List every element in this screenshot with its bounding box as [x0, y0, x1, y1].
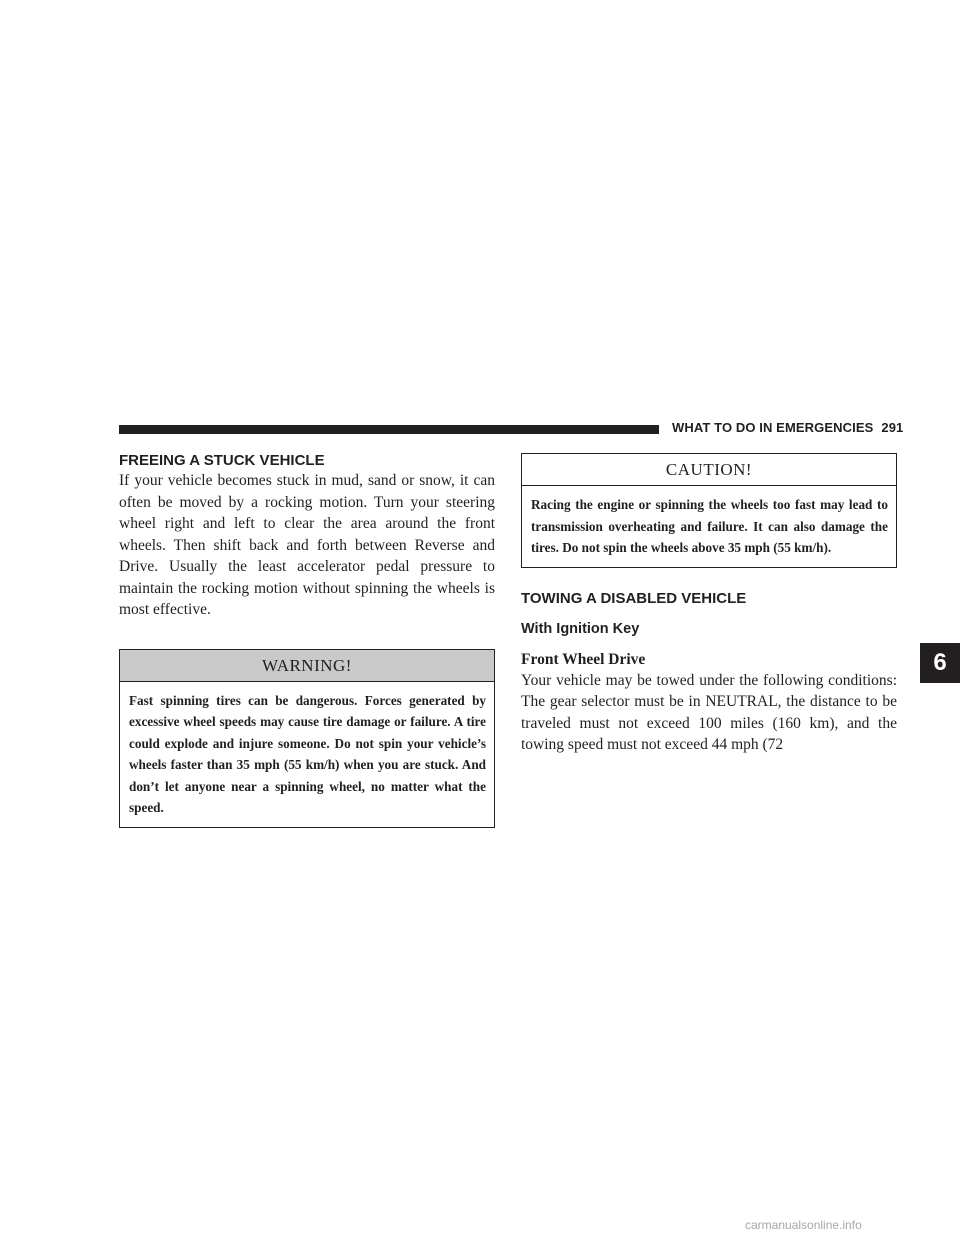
warning-box [119, 649, 495, 828]
section-heading-freeing: FREEING A STUCK VEHICLE [119, 452, 325, 469]
watermark-text: carmanualsonline.info [745, 1218, 862, 1232]
left-column [119, 452, 495, 828]
caution-title: CAUTION! [522, 454, 896, 486]
page-number: 291 [881, 420, 904, 435]
header-rule [119, 425, 659, 434]
warning-text: Fast spinning tires can be dangerous. Forces generated by excessive wheel speeds may cause tire damage or failure. A tire could explode and injure someone. Do not spin your vehicle’s wheels faster than 35 mph (55 km/h) when you are stuck. And don’t let anyone near a spinning wheel, no matter what the speed. [129, 692, 486, 815]
subheading-front-wheel-drive: Front Wheel Drive [521, 650, 646, 668]
caution-box [521, 453, 897, 568]
freeing-paragraph: If your vehicle becomes stuck in mud, sand or snow, it can often be moved by a rocking motion. Turn your steering wheel right and left to clear the area around the front wheels. Then shift back and forth between Reverse and Drive. Usually the least accelerator pedal pressure to maintain the rocking motion without spinning the wheels is most effective. [119, 472, 495, 618]
warning-title: WARNING! [120, 650, 494, 682]
towing-paragraph: Your vehicle may be towed under the following conditions: The gear selector must be in NEUTRAL, the distance to be traveled must not exceed 100 miles (160 km), and the towing speed must not exceed 44 mph (72 [521, 671, 897, 753]
right-column [521, 452, 897, 756]
section-heading-towing: TOWING A DISABLED VEHICLE [521, 589, 747, 607]
chapter-tab: 6 [920, 643, 960, 683]
subheading-ignition-key: With Ignition Key [521, 620, 640, 637]
section-title: WHAT TO DO IN EMERGENCIES [672, 420, 874, 435]
running-header [672, 420, 903, 435]
caution-text: Racing the engine or spinning the wheels too fast may lead to transmission overheating and failure. It can also damage the tires. Do not spin the wheels above 35 mph (55 km/h). [531, 497, 888, 555]
